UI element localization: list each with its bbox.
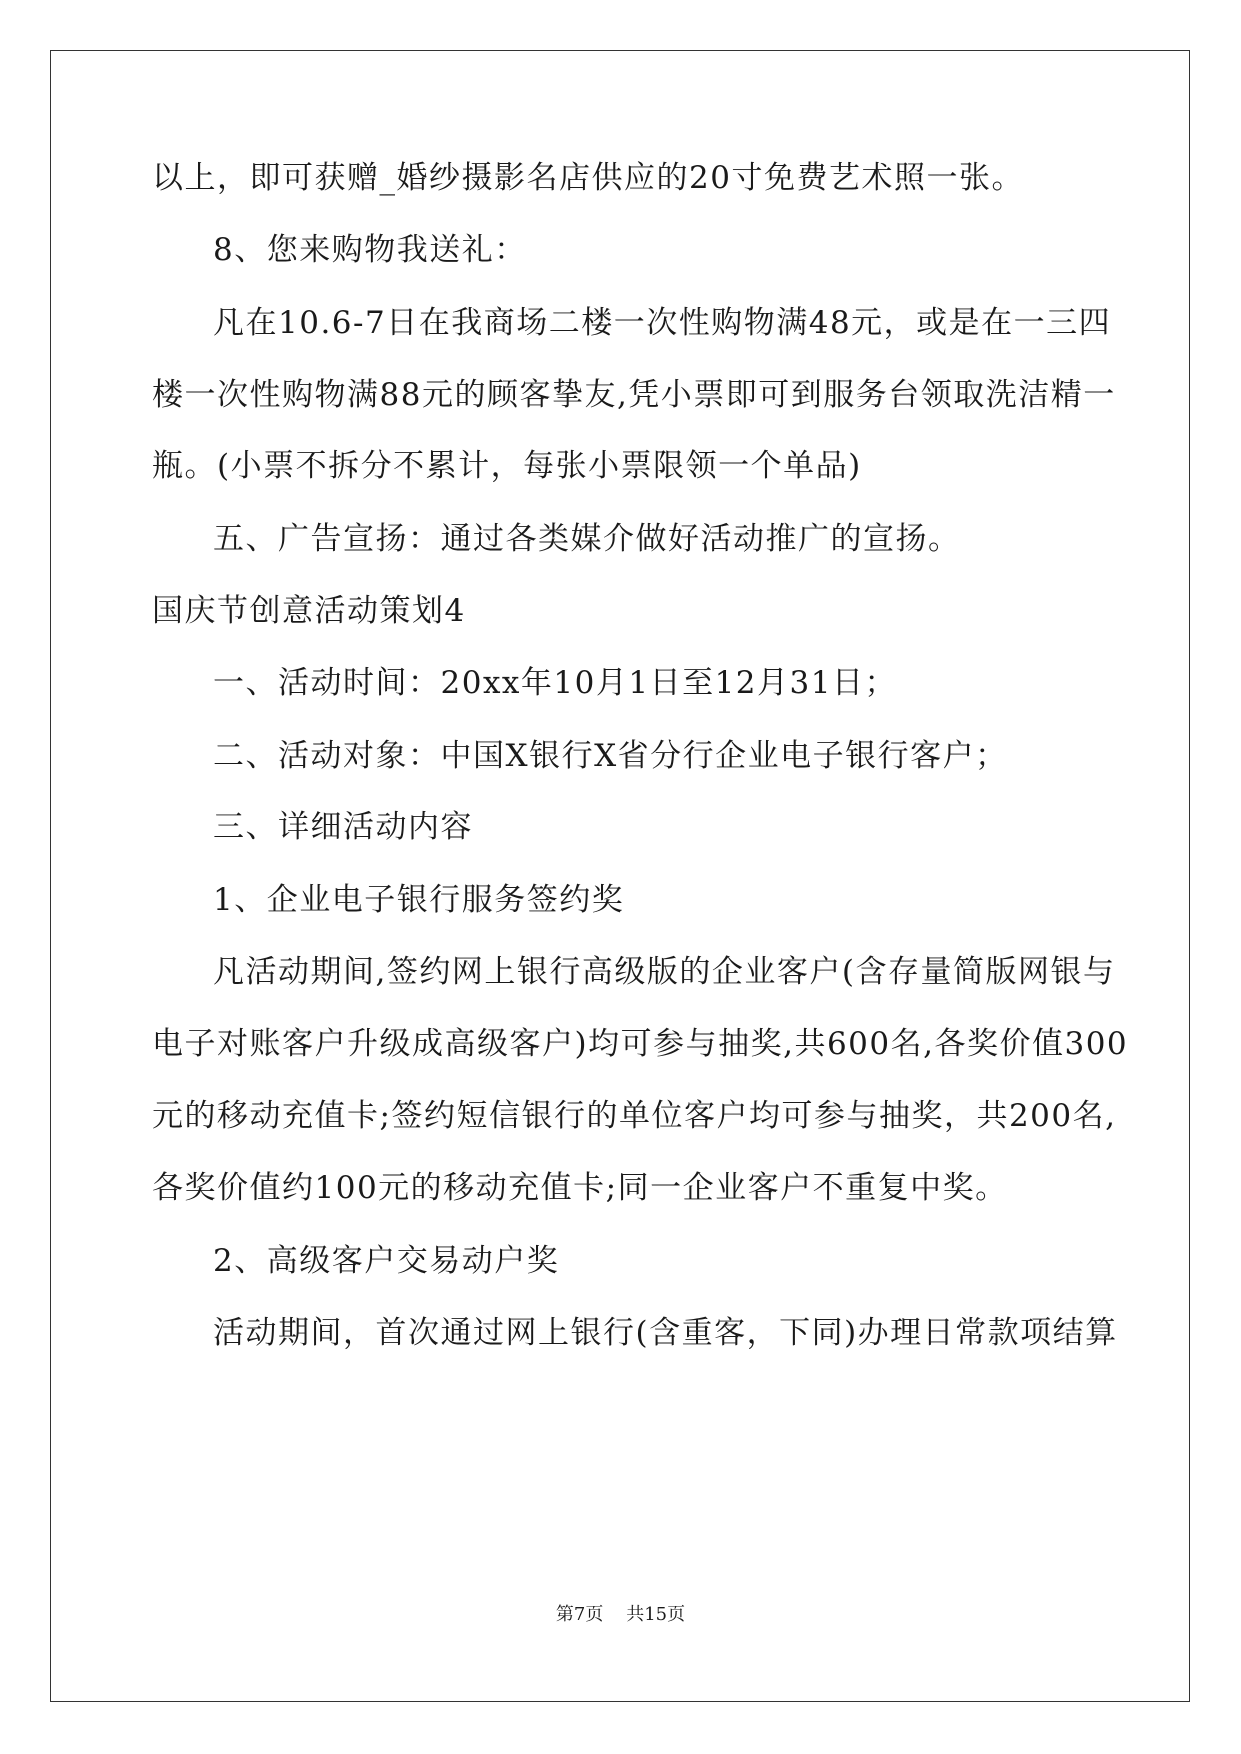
section-title: 国庆节创意活动策划4: [152, 593, 466, 629]
text-line-6: 五、广告宣扬：通过各类媒介做好活动推广的宣扬。: [213, 521, 961, 557]
text-line-3: 凡在10.6-7日在我商场二楼一次性购物满48元，或是在一三四: [213, 305, 1112, 341]
page-number: 第7页: [555, 1604, 604, 1625]
text-line-4: 楼一次性购物满88元的顾客挚友,凭小票即可到服务台领取洗洁精一: [152, 377, 1116, 413]
page-border: [50, 50, 1190, 1702]
text-line-10: 三、详细活动内容: [213, 809, 473, 845]
text-line-12: 凡活动期间,签约网上银行高级版的企业客户(含存量简版网银与: [213, 954, 1116, 990]
text-line-17: 活动期间，首次通过网上银行(含重客，下同)办理日常款项结算: [213, 1315, 1118, 1351]
text-line-15: 各奖价值约100元的移动充值卡;同一企业客户不重复中奖。: [152, 1170, 1008, 1206]
text-line-9: 二、活动对象：中国X银行X省分行企业电子银行客户；: [213, 738, 1008, 774]
text-line-11: 1、企业电子银行服务签约奖: [213, 882, 625, 918]
page-footer: [0, 1603, 1241, 1627]
text-line-1: 以上，即可获赠_婚纱摄影名店供应的20寸免费艺术照一张。: [152, 160, 1024, 196]
text-line-8: 一、活动时间：20xx年10月1日至12月31日；: [213, 665, 897, 701]
text-line-16: 2、高级客户交易动户奖: [213, 1243, 560, 1279]
text-line-13: 电子对账客户升级成高级客户)均可参与抽奖,共600名,各奖价值300: [152, 1026, 1129, 1062]
page-total: 共15页: [626, 1604, 686, 1625]
text-line-14: 元的移动充值卡;签约短信银行的单位客户均可参与抽奖，共200名,: [152, 1098, 1117, 1134]
text-line-2: 8、您来购物我送礼：: [213, 232, 527, 268]
text-line-5: 瓶。(小票不拆分不累计，每张小票限领一个单品): [152, 448, 862, 484]
